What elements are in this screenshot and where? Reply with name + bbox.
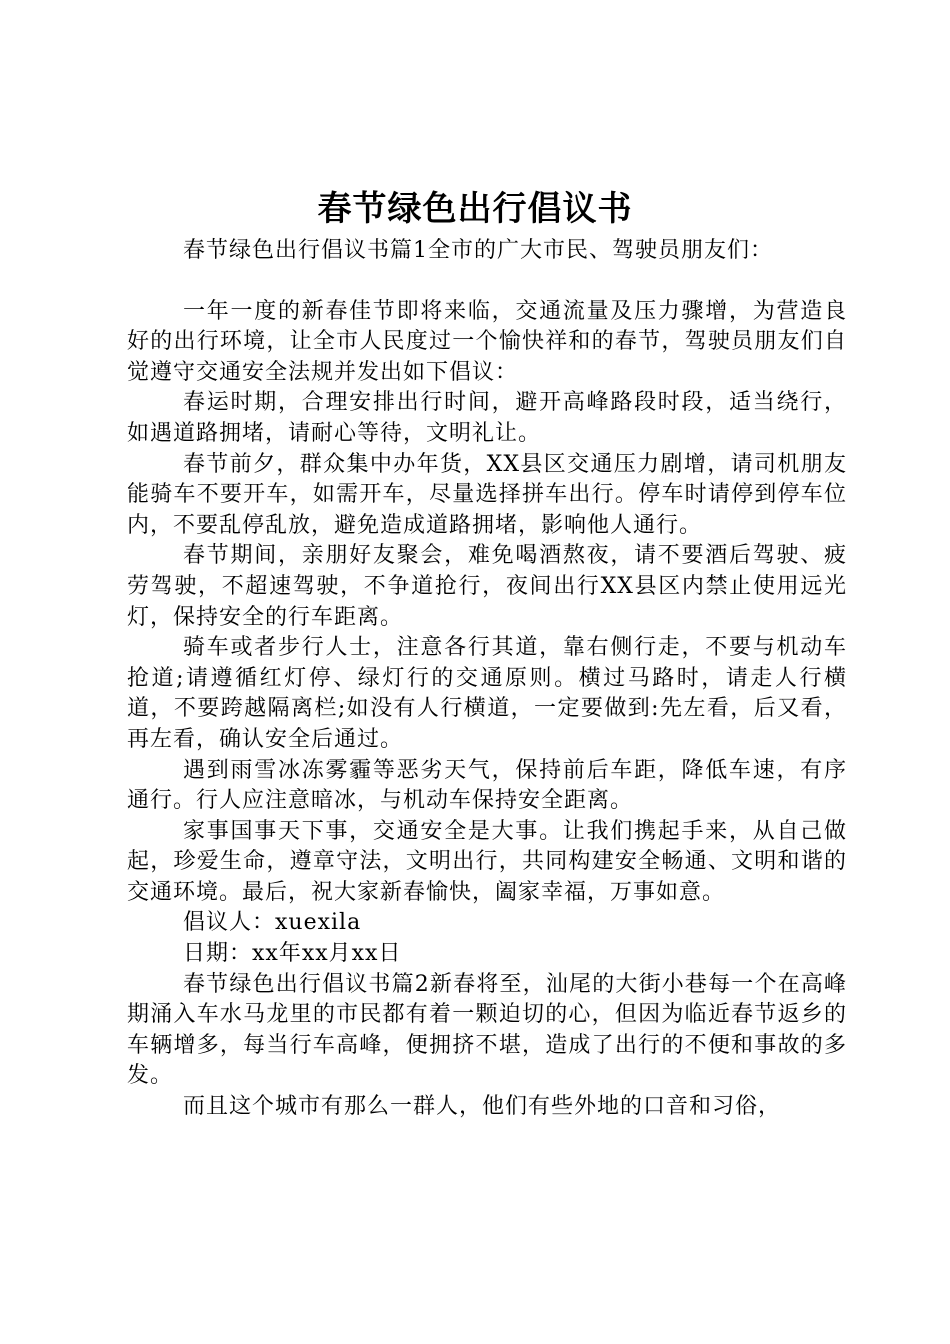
paragraph-closing: 家事国事天下事，交通安全是大事。让我们携起手来，从自己做起，珍爱生命，遵章守法，文明出行，共同构建安全畅通、文明和谐的交通环境。最后，祝大家新春愉快，阖家幸福，万事如意。 xyxy=(127,818,847,905)
paragraph-article-2-continued: 而且这个城市有那么一群人，他们有些外地的口音和习俗， xyxy=(183,1094,782,1120)
document-body xyxy=(127,236,847,1123)
paragraph-pedestrians: 骑车或者步行人士，注意各行其道，靠右侧行走，不要与机动车抢道;请遵循红灯停、绿灯行的交通原则。横过马路时，请走人行横道，不要跨越隔离栏;如没有人行横道，一定要做到:先左看，后又看，再左看，确认安全后通过。 xyxy=(127,635,847,752)
paragraph-salutation: 春节绿色出行倡议书篇1全市的广大市民、驾驶员朋友们： xyxy=(183,238,773,263)
paragraph-date: 日期：xx年xx月xx日 xyxy=(183,941,402,967)
paragraph-eve-shopping: 春节前夕，群众集中办年货，XX县区交通压力剧增，请司机朋友能骑车不要开车，如需开车，尽量选择拼车出行。停车时请停到停车位内，不要乱停乱放，避免造成道路拥堵，影响他人通行。 xyxy=(127,451,847,538)
paragraph-spring-travel: 春运时期，合理安排出行时间，避开高峰路段时段，适当绕行，如遇道路拥堵，请耐心等待，文明礼让。 xyxy=(127,390,847,446)
paragraph-intro: 一年一度的新春佳节即将来临，交通流量及压力骤增，为营造良好的出行环境，让全市人民度过一个愉快祥和的春节，驾驶员朋友们自觉遵守交通安全法规并发出如下倡议： xyxy=(127,298,847,385)
paragraph-signature: 倡议人：xuexila xyxy=(183,910,362,936)
paragraph-bad-weather: 遇到雨雪冰冻雾霾等恶劣天气，保持前后车距，降低车速，有序通行。行人应注意暗冰，与机动车保持安全距离。 xyxy=(127,757,847,814)
paragraph-article-2: 春节绿色出行倡议书篇2新春将至，汕尾的大街小巷每一个在高峰期涌入车水马龙里的市民都有着一颗迫切的心，但因为临近春节返乡的车辆增多，每当行车高峰，便拥挤不堪，造成了出行的不便和事故的多发。 xyxy=(127,971,847,1089)
document-title: 春节绿色出行倡议书 xyxy=(317,189,633,229)
paragraph-no-drunk-driving: 春节期间，亲朋好友聚会，难免喝酒熬夜，请不要酒后驾驶、疲劳驾驶，不超速驾驶，不争道抢行，夜间出行XX县区内禁止使用远光灯，保持安全的行车距离。 xyxy=(127,543,847,630)
